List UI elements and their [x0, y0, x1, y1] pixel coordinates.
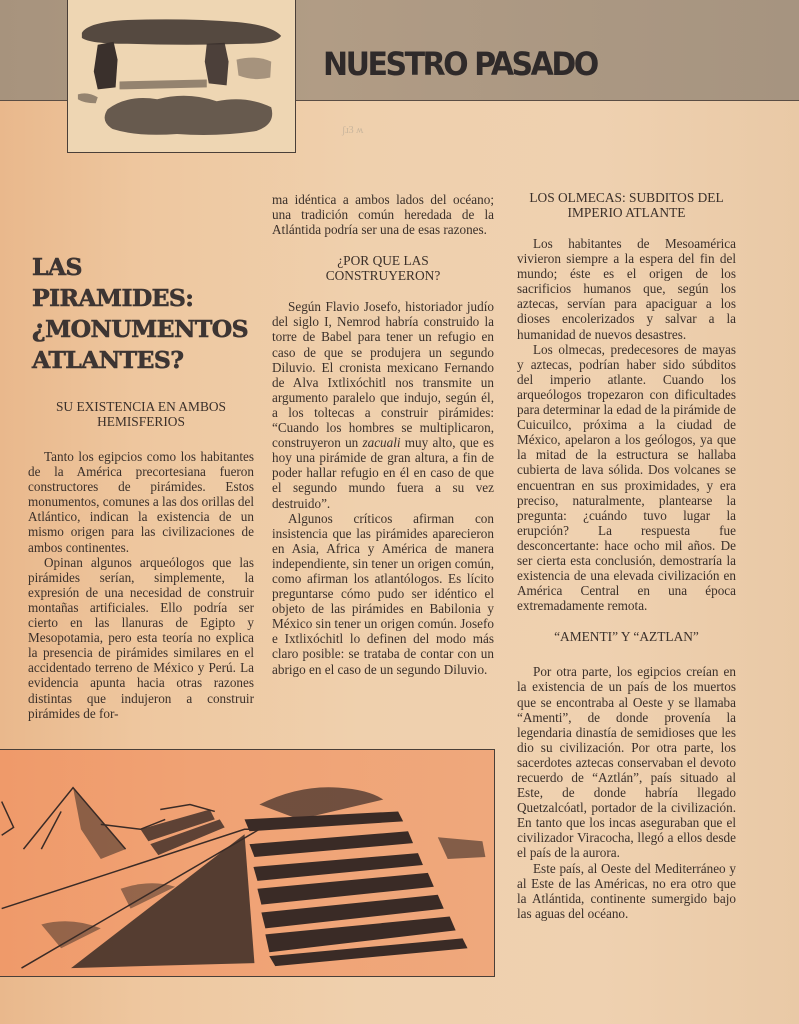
headline-line: PIRAMIDES:	[32, 284, 194, 312]
subheading-por-que	[272, 253, 494, 283]
paragraph: Por otra parte, los egipcios creían en la existencia de un país de los muertos que se encontraba al Oeste y se llamaba “Amenti”, de donde provenía la legendaria dinastía de semidioses que les dio su civilización. Por otra parte, los sacerdotes aztecas conservaban el devoto recuerdo de “Aztlán”, país situado al Este, de donde habría llegado Quetzalcóatl, portador de la civilización. En tanto que los incas aseguraban que el civilizador Viracocha, llegó a ellos desde el país de la aurora.	[517, 664, 736, 861]
italic-term: zacuali	[362, 435, 401, 451]
headline-line: ¿MONUMENTOS	[32, 315, 248, 343]
paragraph	[272, 299, 494, 510]
subheading-line: ¿POR QUE LAS	[337, 253, 429, 269]
paragraph: Opinan algunos arqueólogos que las pirámides serían, simplemente, la expresión de una necesidad de construir montañas artificiales. Ello podría ser cierto en las llanuras de Egipto y Mesopotamia, pero esta teoría no explica la presencia de pirámides similares en el accidentado terreno de México y Perú. La evidencia apunta hacia otras razones distintas que indujeron a construir pirámides de for-	[28, 554, 254, 721]
dolmen-illustration	[67, 0, 296, 153]
paragraph: Los olmecas, predecesores de mayas y aztecas, podrían haber sido súbditos del imperio atlante. Cuando los arqueólogos tropezaron con dificultades para determinar la edad de la pirámide de Cuicuilco, próxima a la ciudad de México, apelaron a los geólogos, ya que la mitad de la estructura se hallaba cubierta de lava sólida. Dos volcanes se encuentran en sus proximidades, y era preciso, naturalmente, plantearse la pregunta: ¿cuándo tuvo lugar la erupción? La respuesta fue desconcertante: hace ocho mil años. De ser cierta esta conclusión, demostraría la existencia de una elevada civilización en América Central en una época extremadamente remota.	[517, 341, 736, 614]
subheading-line: HEMISFERIOS	[97, 414, 185, 429]
subheading-amenti-aztlan: “AMENTI” Y “AZTLAN”	[554, 629, 699, 645]
section-title: NUESTRO PASADO	[323, 46, 597, 84]
article-headline	[32, 252, 262, 376]
pyramids-illustration	[0, 749, 495, 977]
paragraph: Tanto los egipcios como los habitantes de la América precortesiana fueron constructores de pirámides. Estos monumentos, comunes a las dos orillas del Atlántico, indican la existencia de un mismo origen para las civilizaciones de ambos continentes.	[28, 449, 254, 555]
paragraph-text: muy alto, que es hoy una pirámide de gran altura, a fin de poder hallar refugio en él en caso de que el segundo mundo fuera a su vez destruido”.	[272, 435, 494, 511]
subheading-line: SU EXISTENCIA EN AMBOS	[55, 399, 226, 414]
paragraph: Algunos críticos afirman con insistencia que las pirámides aparecieron en Asia, Africa y América de manera independiente, sin tener un origen común, como afirman los atlantólogos. Es lícito preguntarse cómo pudo ser idéntico el objeto de las pirámides en Babilonia y México sin tener un origen común. Josefo e Ixtlixóchitl lo definen del modo más claro posible: se trataba de contar con un abrigo en el caso de un segundo Diluvio.	[272, 510, 494, 677]
faint-stamp-mark: ʃɹ3 ʍ	[342, 125, 364, 136]
subheading-line: LOS OLMECAS: SUBDITOS DEL	[529, 190, 724, 205]
subheading-line: IMPERIO ATLANTE	[567, 205, 686, 220]
paragraph: Los habitantes de Mesoamérica vivieron siempre a la espera del fin del mundo; éste es el origen de los sacrificios humanos que, según los aztecas, servían para apaciguar a los dioses encolerizados y salvar a la humanidad de nuevos desastres.	[517, 236, 736, 342]
subheading-existencia	[28, 399, 254, 429]
paragraph-continuation: ma idéntica a ambos lados del océano; una tradición común heredada de la Atlántida podría ser una de esas razones.	[272, 192, 494, 238]
headline-line: ATLANTES?	[32, 346, 184, 374]
column-1	[28, 399, 254, 721]
paragraph: Este país, al Oeste del Mediterráneo y al Este de las Américas, no era otro que la Atlántida, continente sumergido bajo las aguas del océano.	[517, 860, 736, 921]
subheading-olmecas	[517, 190, 736, 220]
column-3	[517, 190, 736, 921]
distant-pyramid-left	[2, 802, 14, 836]
dolmen-drawing	[68, 0, 295, 152]
subheading-line: CONSTRUYERON?	[325, 268, 441, 284]
column-2	[272, 192, 494, 677]
paragraph-text: Según Flavio Josefo, historiador judío del siglo I, Nemrod habría construido la torre de Babel para tener un refugio en caso de que se produjera un segundo Diluvio. El cronista mexicano Fernando de Alva Ixtlixóchitl nos transmite un argumento paralelo que indujo, según él, a los toltecas a construir pirámides: “Cuando los hombres se multiplicaron, construyeron un	[272, 299, 494, 451]
headline-line: LAS	[32, 253, 82, 281]
pyramids-drawing	[0, 750, 494, 976]
